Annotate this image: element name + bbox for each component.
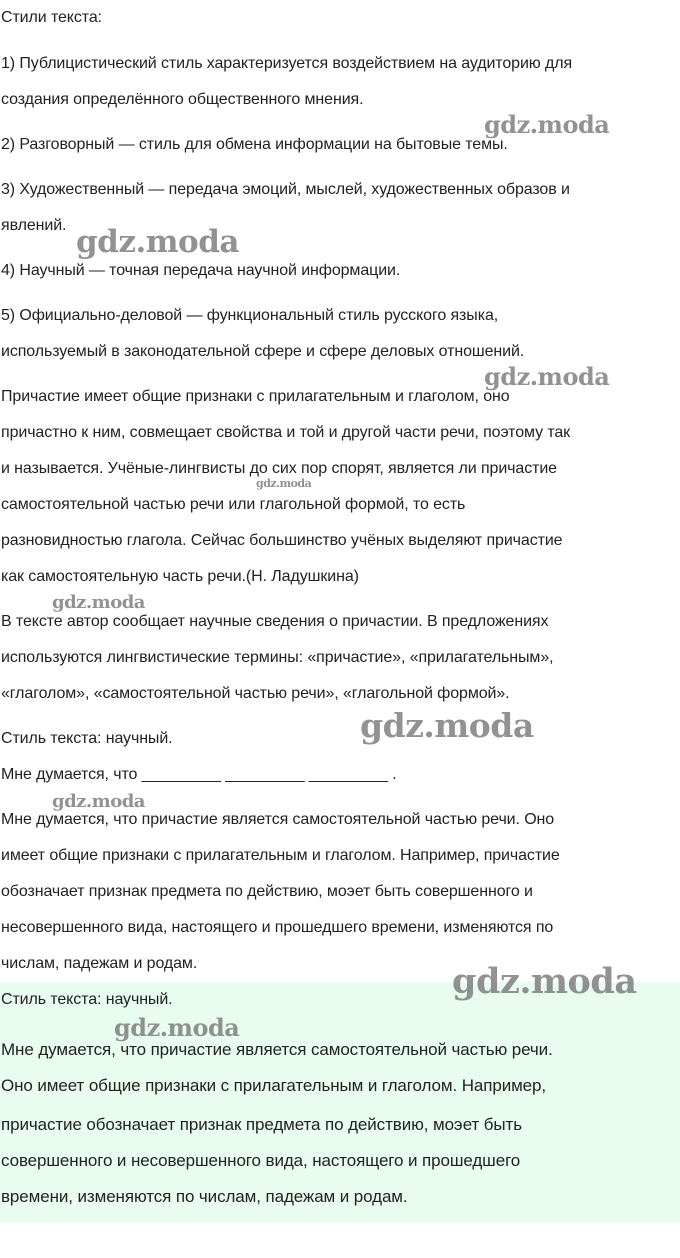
watermark: gdz.moda — [484, 110, 610, 139]
watermark: gdz.moda — [52, 592, 145, 613]
watermark: gdz.moda — [452, 961, 637, 1002]
opinion-line: имеет общие признаки с прилагательным и глаголом. Например, причастие — [1, 847, 560, 864]
watermark: gdz.moda — [484, 362, 610, 391]
answer-line: Мне думается, что причастие является самостоятельной частью речи. — [1, 1040, 553, 1059]
style-item-3-cont: явлений. — [1, 217, 67, 234]
answer-line: совершенного и несовершенного вида, настоящего и прошедшего — [1, 1151, 521, 1170]
source-text-line: как самостоятельную часть речи.(Н. Ладушкина) — [1, 568, 359, 585]
answer-box — [0, 982, 680, 1222]
source-text-line: разновидностью глагола. Сейчас большинство учёных выделяют причастие — [1, 532, 563, 549]
watermark: gdz.moda — [52, 791, 145, 812]
opinion-line: числам, падежам и родам. — [1, 955, 198, 972]
answer-style-line: Стиль текста: научный. — [1, 991, 173, 1008]
style-item-4: 4) Научный — точная передача научной информации. — [1, 262, 401, 279]
opinion-line: Мне думается, что причастие является самостоятельной частью речи. Оно — [1, 811, 555, 828]
heading: Стили текста: — [1, 9, 102, 26]
answer-line: причастие обозначает признак предмета по действию, моэет быть — [1, 1115, 522, 1134]
style-item-2: 2) Разговорный — стиль для обмена информации на бытовые темы. — [1, 136, 508, 153]
style-item-1-cont: создания определённого общественного мнения. — [1, 91, 364, 108]
style-item-1: 1) Публицистический стиль характеризуется воздействием на аудиторию для — [1, 55, 573, 72]
style-item-5-cont: используемый в законодательной сфере и сфере деловых отношений. — [1, 343, 525, 360]
source-text-line: причастно к ним, совмещает свойства и той и другой части речи, поэтому так — [1, 424, 571, 441]
style-item-5: 5) Официально-деловой — функциональный стиль русского языка, — [1, 307, 499, 324]
template-line: Мне думается, что _________ _________ _________ . — [1, 766, 397, 783]
answer-line: времени, изменяются по числам, падежам и родам. — [1, 1187, 408, 1206]
analysis-line: В тексте автор сообщает научные сведения о причастии. В предложениях — [1, 613, 549, 630]
opinion-line: несовершенного вида, настоящего и прошедшего времени, изменяются по — [1, 919, 554, 936]
source-text-line: и называется. Учёные-лингвисты до сих пор спорят, является ли причастие — [1, 460, 557, 477]
analysis-line: «глаголом», «самостоятельной частью речи», «глагольной формой». — [1, 685, 510, 702]
watermark: gdz.moda — [76, 224, 239, 260]
watermark: gdz.moda — [114, 1013, 240, 1042]
source-text-line: Причастие имеет общие признаки с прилагательным и глаголом, оно — [1, 388, 510, 405]
watermark: gdz.moda — [360, 706, 534, 745]
style-conclusion: Стиль текста: научный. — [1, 730, 173, 747]
answer-line: Оно имеет общие признаки с прилагательным и глаголом. Например, — [1, 1076, 547, 1095]
analysis-line: используются лингвистические термины: «причастие», «прилагательным», — [1, 649, 554, 666]
source-text-line: самостоятельной частью речи или глагольной формой, то есть — [1, 496, 466, 513]
style-item-3: 3) Художественный — передача эмоций, мыслей, художественных образов и — [1, 181, 570, 198]
watermark: gdz.moda — [256, 477, 312, 490]
opinion-line: обозначает признак предмета по действию, моэет быть совершенного и — [1, 883, 533, 900]
